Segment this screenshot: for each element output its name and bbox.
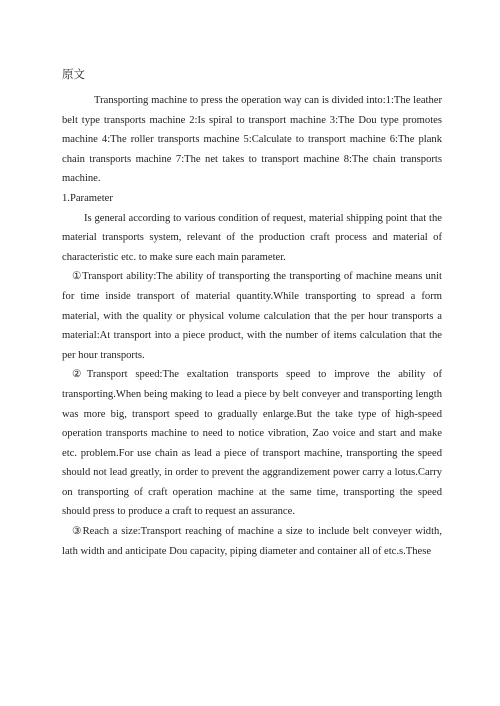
document-heading: 原文 [62, 67, 85, 81]
general-paragraph: Is general according to various condition of request, material shipping point that the material transports system, relevant of the production craft process and material of characteristic etc. to make sure each main parameter. [62, 212, 442, 263]
reach-size-paragraph: ③Reach a size:Transport reaching of machine a size to include belt conveyer width, lath width and anticipate Dou capacity, piping diameter and container all of etc.s.These [62, 526, 442, 557]
transport-speed-paragraph: ②Transport speed:The exaltation transports speed to improve the ability of transporting.When being making to lead a piece by belt conveyer and transporting length was more big, transport speed to gradually enlarge.But the take type of high-speed operation transports machine to need to notice vibration, Zao voice and start and make etc. problem.For use chain as lead a piece of transport machine, transporting the speed should not lead greatly, in order to prevent the aggrandizement power carry a lotus.Carry on transporting of craft operation machine at the same time, transporting the speed should press to produce a craft to request an assurance. [62, 369, 442, 518]
section-title: 1.Parameter [62, 192, 113, 204]
transport-ability-paragraph: ①Transport ability:The ability of transporting the transporting of machine means unit for time inside transport of material quantity.While transporting to spread a form material, with the quality or physical volume calculation that the per hour transports a material:At transport into a piece product, with the number of items calculation that the per hour transports. [62, 271, 442, 361]
document-page [62, 66, 442, 561]
intro-paragraph: Transporting machine to press the operation way can is divided into:1:The leather belt type transports machine 2:Is spiral to transport machine 3:The Dou type promotes machine 4:The roller transports machine 5:Calculate to transport machine 6:The plank chain transports machine 7:The net takes to transport machine 8:The chain transports machine. [62, 95, 442, 185]
